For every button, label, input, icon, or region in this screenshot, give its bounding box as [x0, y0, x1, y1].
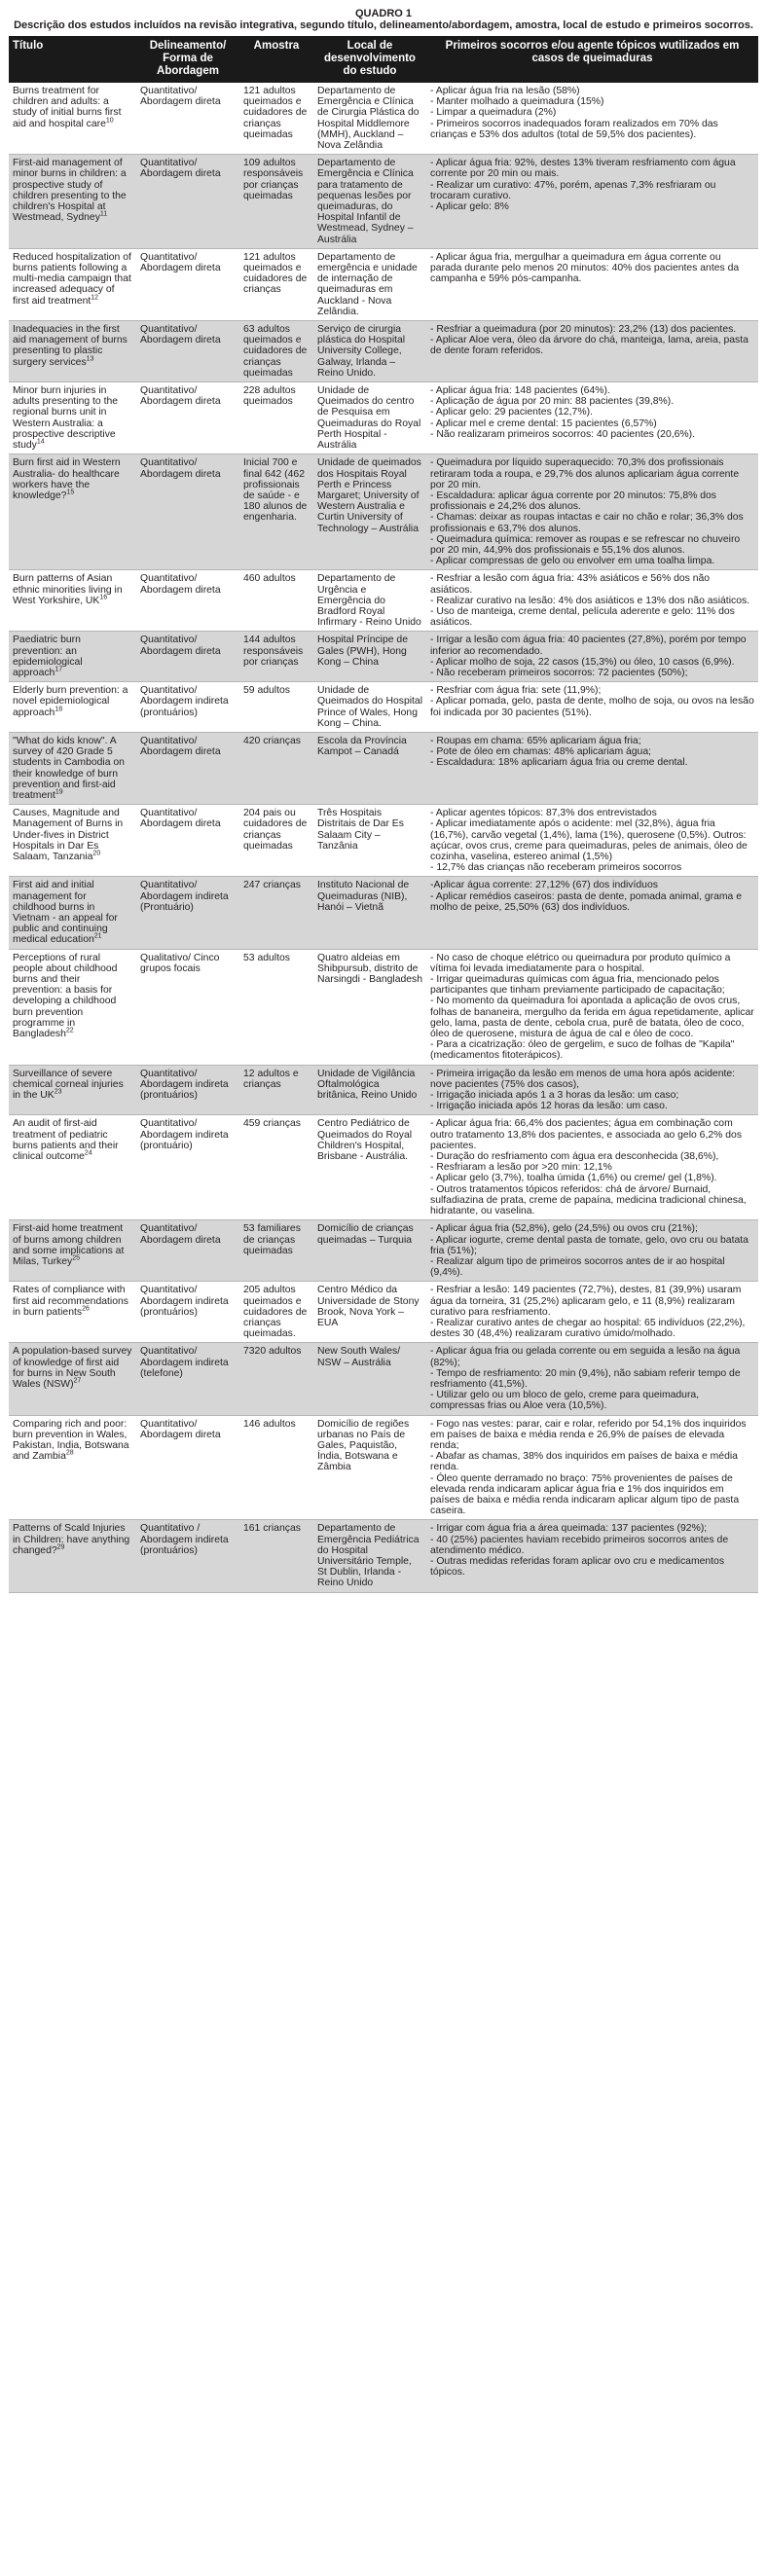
reference-number: 13 — [86, 355, 94, 363]
study-location: Unidade de Queimados do centro de Pesquisa em Queimaduras do Royal Perth Hospital - Austrália — [313, 382, 426, 454]
table-row — [9, 1065, 758, 1115]
study-sample: 59 adultos — [239, 682, 313, 733]
study-location: Domicílio de regiões urbanas no País de Gales, Paquistão, Índia, Botswana e Zâmbia — [313, 1415, 426, 1520]
study-title-text: Reduced hospitalization of burns patients following a multi-media campaign that increased adequacy of first aid treatment — [13, 251, 131, 307]
study-design: Quantitativo/ Abordagem indireta (Prontuário) — [136, 877, 239, 949]
study-title-text: Minor burn injuries in adults presenting to the regional burns unit in Western Australia: a prospective descriptive study — [13, 385, 119, 452]
study-design: Quantitativo/ Abordagem direta — [136, 321, 239, 382]
study-sample: 121 adultos queimados e cuidadores de crianças queimadas — [239, 83, 313, 155]
reference-number: 29 — [56, 1543, 65, 1551]
study-sample: 109 adultos responsáveis por crianças queimadas — [239, 155, 313, 249]
study-sample: 12 adultos e crianças — [239, 1065, 313, 1115]
finding-item: - Utilizar gelo ou um bloco de gelo, creme para queimadura, compressas frias ou Aloe vera (10,5%). — [430, 1390, 700, 1412]
study-title-text: Rates of compliance with first aid recommendations in burn patients — [13, 1285, 128, 1318]
finding-item: -Aplicar água corrente: 27,12% (67) dos indivíduos — [430, 880, 658, 891]
finding-item: - Não realizaram primeiros socorros: 40 pacientes (20,6%). — [430, 428, 695, 440]
study-location: Escola da Província Kampot – Canadá — [313, 732, 426, 804]
header-location: Local de desenvolvimento do estudo — [313, 36, 426, 83]
first-aid-findings — [426, 1220, 758, 1282]
study-sample: 144 adultos responsáveis por crianças — [239, 632, 313, 682]
study-title — [9, 1220, 136, 1282]
table-description: Descrição dos estudos incluídos na revisão integrativa, segundo título, delineamento/abordagem, amostra, local de estudo e primeiros socorros. — [14, 19, 753, 31]
finding-item: - Aplicar gelo: 8% — [430, 201, 509, 213]
study-title-text: "What do kids know". A survey of 420 Grade 5 students in Cambodia on their knowledge of burn prevention and first-aid treatment — [13, 735, 125, 801]
table-row — [9, 570, 758, 632]
study-title-text: Comparing rich and poor: burn prevention in Wales, Pakistan, India, Botswana and Zambia — [13, 1418, 129, 1463]
table-caption — [9, 8, 758, 31]
reference-number: 28 — [65, 1449, 74, 1457]
finding-item: - Aplicar água fria (52,8%), gelo (24,5%) ou ovos cru (21%); — [430, 1223, 698, 1235]
finding-item: - No momento da queimadura foi apontada a aplicação de ovos crus, folhas de bananeira, mergulho da ferida em água repetidamente, aplicar gelo, lama, pasta de dente, cebola crua, purê de batata, óleo de coco, óleo de querosene, mistura de água de cal e óleo de coco. — [430, 996, 754, 1040]
study-design: Qualitativo/ Cinco grupos focais — [136, 949, 239, 1065]
reference-number: 14 — [36, 438, 45, 446]
study-design: Quantitativo/ Abordagem direta — [136, 248, 239, 320]
finding-item: - Aplicar água fria ou gelada corrente ou em seguida a lesão na água (82%); — [430, 1346, 741, 1368]
study-design: Quantitativo/ Abordagem direta — [136, 732, 239, 804]
finding-item: - Outros tratamentos tópicos referidos: chá de árvore/ Burnaid, sulfadiazina de prata, creme de papaína, medicina tradicional chinesa, hidratante, ou vaselina. — [430, 1183, 747, 1217]
study-location: Domicílio de crianças queimadas – Turquia — [313, 1220, 426, 1282]
study-location: Unidade de queimados dos Hospitais Royal Perth e Princess Margaret; University of Western Australia e Curtin University of Technology – Austrália — [313, 454, 426, 570]
study-title — [9, 454, 136, 570]
study-design: Quantitativo/ Abordagem direta — [136, 382, 239, 454]
studies-table — [9, 36, 758, 1593]
study-title-text: Inadequacies in the first aid management of burns presenting to plastic surgery services — [13, 324, 128, 368]
table-row — [9, 732, 758, 804]
table-header — [9, 36, 758, 83]
finding-item: - Aplicar mel e creme dental: 15 pacientes (6,57%) — [430, 417, 657, 429]
finding-item: - Queimadura química: remover as roupas e se refrescar no chuveiro por 20 min, 44,9% dos profissionais e 55,1% dos alunos. — [430, 533, 741, 556]
study-location: Instituto Nacional de Queimaduras (NIB), Hanói – Vietnã — [313, 877, 426, 949]
finding-item: - Aplicar compressas de gelo ou envolver em uma toalha limpa. — [430, 556, 715, 567]
study-title-text: First aid and initial management for childhood burns in Vietnam - an appeal for public and continuing medical education — [13, 880, 118, 946]
finding-item: - Escaldadura: 18% aplicariam água fria ou creme dental. — [430, 757, 688, 769]
study-title — [9, 632, 136, 682]
reference-number: 19 — [55, 788, 63, 796]
table-row — [9, 949, 758, 1065]
study-design: Quantitativo/ Abordagem direta — [136, 454, 239, 570]
table-row — [9, 248, 758, 320]
table-row — [9, 321, 758, 382]
study-location: Centro Pediátrico de Queimados do Royal Children's Hospital, Brisbane - Austrália. — [313, 1115, 426, 1220]
study-title — [9, 248, 136, 320]
finding-item: - Realizar um curativo: 47%, porém, apenas 7,3% resfriaram ou trocaram curativo. — [430, 179, 716, 201]
finding-item: - Resfriar com água fria: sete (11,9%); — [430, 685, 602, 697]
study-location: Hospital Príncipe de Gales (PWH), Hong Kong – China — [313, 632, 426, 682]
reference-number: 23 — [54, 1088, 62, 1096]
first-aid-findings — [426, 949, 758, 1065]
study-location: Departamento de Emergência Pediátrica do Hospital Universitário Temple, St Dublin, Irlanda - Reino Unido — [313, 1520, 426, 1592]
study-title-text: First-aid management of minor burns in children: a prospective study of children presenting to the children's Hospital at Westmead, Sydney — [13, 158, 127, 224]
study-sample: 7320 adultos — [239, 1343, 313, 1415]
finding-item: - Uso de manteiga, creme dental, película aderente e gelo: 11% dos asiáticos. — [430, 605, 735, 629]
study-location: Três Hospitais Distritais de Dar Es Salaam City – Tanzânia — [313, 805, 426, 877]
finding-item: - Óleo quente derramado no braço: 75% provenientes de países de elevada renda indicaram aplicar água fria e 1% dos inquiridos em países de baixa e média renda indicaram aplicar algum tipo de pasta caseira. — [430, 1472, 740, 1517]
first-aid-findings — [426, 155, 758, 249]
table-row — [9, 632, 758, 682]
finding-item: - Realizar algum tipo de primeiros socorros antes de ir ao hospital (9,4%). — [430, 1255, 725, 1279]
first-aid-findings — [426, 1520, 758, 1592]
study-title-text: Elderly burn prevention: a novel epidemiological approach — [13, 685, 128, 718]
first-aid-findings — [426, 1065, 758, 1115]
study-location: Departamento de Urgência e Emergência do Bradford Royal Infirmary - Reino Unido — [313, 570, 426, 632]
reference-number: 12 — [91, 294, 99, 302]
finding-item: - Duração do resfriamento com água era desconhecida (38,6%), — [430, 1151, 719, 1163]
study-title-text: Paediatric burn prevention: an epidemiological approach — [13, 635, 83, 678]
finding-item: - Resfriar a queimadura (por 20 minutos): 23,2% (13) dos pacientes. — [430, 324, 737, 336]
table-row — [9, 454, 758, 570]
study-design: Quantitativo/ Abordagem direta — [136, 570, 239, 632]
finding-item: - Outras medidas referidas foram aplicar ovo cru e medicamentos tópicos. — [430, 1555, 725, 1578]
study-title-text: A population-based survey of knowledge of first aid for burns in New South Wales (NSW) — [13, 1346, 132, 1390]
study-design: Quantitativo/ Abordagem direta — [136, 155, 239, 249]
finding-item: - Aplicação de água por 20 min: 88 pacientes (39,8%). — [430, 396, 675, 408]
study-sample: 161 crianças — [239, 1520, 313, 1592]
study-sample: 63 adultos queimados e cuidadores de crianças queimadas — [239, 321, 313, 382]
first-aid-findings — [426, 321, 758, 382]
reference-number: 11 — [99, 210, 108, 218]
finding-item: - Pote de óleo em chamas: 48% aplicariam água; — [430, 746, 651, 758]
first-aid-findings — [426, 454, 758, 570]
table-row — [9, 1415, 758, 1520]
finding-item: - Realizar curativo antes de chegar ao hospital: 65 indivíduos (22,2%), destes 30 (48,4%) realizaram curativo úmido/molhado. — [430, 1317, 746, 1340]
finding-item: - Resfriar a lesão com água fria: 43% asiáticos e 56% dos não asiáticos. — [430, 573, 711, 596]
study-location: Centro Médico da Universidade de Stony Brook, Nova York – EUA — [313, 1282, 426, 1343]
reference-number: 20 — [92, 850, 101, 857]
header-first-aid: Primeiros socorros e/ou agente tópicos wutilizados em casos de queimaduras — [426, 36, 758, 83]
study-title-text: Perceptions of rural people about childhood burns and their prevention: a basis for developing a childhood burn prevention programme in Bangladesh — [13, 952, 118, 1040]
first-aid-findings — [426, 1282, 758, 1343]
first-aid-findings — [426, 805, 758, 877]
finding-item: - Resfriar a lesão: 149 pacientes (72,7%), destes, 81 (39,9%) usaram água da torneira, 31 (25,2%) aplicaram gelo, e 11 (8,9%) realizaram curativo para resfriamento. — [430, 1285, 742, 1318]
finding-item: - Aplicar água fria: 148 pacientes (64%). — [430, 385, 610, 397]
finding-item: - Aplicar água fria na lesão (58%) — [430, 86, 580, 96]
first-aid-findings — [426, 877, 758, 949]
table-row — [9, 1115, 758, 1220]
finding-item: - Para a cicatrização: óleo de gergelim, e suco de folhas de "Kapila" (medicamentos fitoterápicos). — [430, 1039, 735, 1062]
finding-item: - Aplicar água fria: 66,4% dos pacientes; água em combinação com outro tratamento 13,8% dos pacientes, e associada ao gelo 6,2% dos pacientes. — [430, 1118, 743, 1151]
first-aid-findings — [426, 570, 758, 632]
finding-item: - Chamas: deixar as roupas intactas e cair no chão e rolar; 36,3% dos profissionais e 63,7% dos alunos. — [430, 512, 744, 534]
study-design: Quantitativo/ Abordagem direta — [136, 632, 239, 682]
finding-item: - Aplicar gelo: 29 pacientes (12,7%). — [430, 407, 593, 418]
study-design: Quantitativo/ Abordagem indireta (prontuários) — [136, 682, 239, 733]
study-sample: 205 adultos queimados e cuidadores de crianças queimadas. — [239, 1282, 313, 1343]
table-row — [9, 805, 758, 877]
study-title — [9, 321, 136, 382]
study-title — [9, 382, 136, 454]
study-title — [9, 1415, 136, 1520]
finding-item: - Aplicar agentes tópicos: 87,3% dos entrevistados — [430, 808, 657, 819]
study-location: Departamento de emergência e unidade de internação de queimaduras em Auckland - Nova Zelândia. — [313, 248, 426, 320]
study-title — [9, 1282, 136, 1343]
finding-item: - Irrigação iniciada após 12 horas da lesão: um caso. — [430, 1101, 668, 1112]
study-sample: 204 pais ou cuidadores de crianças queimadas — [239, 805, 313, 877]
finding-item: - Escaldadura: aplicar água corrente por 20 minutos: 75,8% dos profissionais e 24,2% dos alunos. — [430, 490, 716, 513]
study-title — [9, 1343, 136, 1415]
study-title — [9, 949, 136, 1065]
reference-number: 15 — [66, 489, 75, 496]
reference-number: 27 — [73, 1377, 82, 1385]
study-title — [9, 682, 136, 733]
table-row — [9, 1220, 758, 1282]
finding-item: - Aplicar Aloe vera, óleo da árvore do chá, manteiga, lama, areia, pasta de dente foram referidos. — [430, 335, 749, 357]
finding-item: - Aplicar iogurte, creme dental pasta de tomate, gelo, ovo cru ou batata fria (51%); — [430, 1234, 749, 1256]
study-sample: 53 familiares de crianças queimadas — [239, 1220, 313, 1282]
study-title — [9, 732, 136, 804]
finding-item: - Limpar a queimadura (2%) — [430, 107, 557, 119]
study-title-text: An audit of first-aid treatment of pediatric burns patients and their clinical outcome — [13, 1118, 119, 1163]
study-title — [9, 805, 136, 877]
reference-number: 21 — [93, 932, 102, 940]
finding-item: - Aplicar gelo (3,7%), toalha úmida (1,6%) ou creme/ gel (1,8%). — [430, 1173, 717, 1184]
study-title-text: Burn patterns of Asian ethnic minorities living in West Yorkshire, UK — [13, 573, 123, 606]
first-aid-findings — [426, 1343, 758, 1415]
table-row — [9, 1282, 758, 1343]
study-design: Quantitativo/ Abordagem indireta (prontuário) — [136, 1115, 239, 1220]
study-title — [9, 155, 136, 249]
study-title — [9, 83, 136, 155]
study-sample: 146 adultos — [239, 1415, 313, 1520]
finding-item: - Queimadura por líquido superaquecido: 70,3% dos profissionais retiraram toda a roupa, e 29,7% dos alunos aplicariam água corrente por 20 min. — [430, 457, 740, 490]
study-design: Quantitativo/ Abordagem direta — [136, 83, 239, 155]
finding-item: - Aplicar imediatamente após o acidente: mel (32,8%), água fria (16,7%), carvão vegetal (1,4%), lama (1%), querosene (0,5%). Outros: açúcar, ovos crus, creme para queimaduras, peles de animais, óleo de cozinha, vaselina, estereo animal (1,5%) — [430, 818, 748, 862]
finding-item: - Aplicar água fria: 92%, destes 13% tiveram resfriamento com água corrente por 20 min ou mais. — [430, 158, 736, 180]
finding-item: - Primeira irrigação da lesão em menos de uma hora após acidente: nove pacientes (75% dos casos), — [430, 1068, 736, 1090]
finding-item: - Manter molhado a queimadura (15%) — [430, 96, 604, 108]
study-design: Quantitativo/ Abordagem direta — [136, 1220, 239, 1282]
finding-item: - Irrigar queimaduras químicas com água fria, mencionado pelos participantes que tinham previamente participado de capacitação; — [430, 974, 725, 997]
study-sample: 459 crianças — [239, 1115, 313, 1220]
study-sample: Inicial 700 e final 642 (462 profissionais de saúde - e 180 alunos de engenharia. — [239, 454, 313, 570]
study-sample: 53 adultos — [239, 949, 313, 1065]
table-label: QUADRO 1 — [354, 8, 413, 19]
study-title-text: Surveillance of severe chemical corneal injuries in the UK — [13, 1068, 124, 1102]
study-location: Departamento de Emergência e Clínica de Cirurgia Plástica do Hospital Middlemore (MMH), Auckland – Nova Zelândia — [313, 83, 426, 155]
finding-item: - Aplicar molho de soja, 22 casos (15,3%) ou óleo, 10 casos (6,9%). — [430, 656, 735, 668]
finding-item: - Realizar curativo na lesão: 4% dos asiáticos e 13% dos não asiáticos. — [430, 595, 750, 606]
reference-number: 26 — [82, 1305, 90, 1313]
finding-item: - Aplicar pomada, gelo, pasta de dente, molho de soja, ou ovos na lesão foi indicada por 30 pacientes (51%). — [430, 696, 754, 718]
table-row — [9, 83, 758, 155]
first-aid-findings — [426, 382, 758, 454]
reference-number: 16 — [99, 594, 108, 601]
first-aid-findings — [426, 732, 758, 804]
study-title — [9, 877, 136, 949]
finding-item: - Irrigação iniciada após 1 a 3 horas da lesão: um caso; — [430, 1090, 679, 1102]
header-sample: Amostra — [239, 36, 313, 83]
finding-item: - 12,7% das crianças não receberam primeiros socorros — [430, 862, 682, 874]
table-row — [9, 382, 758, 454]
study-location: Departamento de Emergência e Clínica para tratamento de pequenas lesões por queimaduras, do Hospital Infantil de Westmead, Sydney – Austrália — [313, 155, 426, 249]
study-title-text: Burn first aid in Western Australia- do healthcare workers have the knowledge? — [13, 457, 121, 501]
table-row — [9, 877, 758, 949]
study-title — [9, 1115, 136, 1220]
study-title-text: Burns treatment for children and adults: a study of initial burns first aid and hospital care — [13, 86, 122, 129]
finding-item: - Primeiros socorros inadequados foram realizados em 70% das crianças e 53% dos adultos (total de 59,5% dos pacientes). — [430, 118, 718, 140]
study-design: Quantitativo/ Abordagem indireta (prontuários) — [136, 1282, 239, 1343]
reference-number: 18 — [55, 706, 63, 713]
study-sample: 121 adultos queimados e cuidadores de crianças — [239, 248, 313, 320]
first-aid-findings — [426, 83, 758, 155]
study-design: Quantitativo/ Abordagem direta — [136, 805, 239, 877]
finding-item: - Fogo nas vestes: parar, cair e rolar, referido por 54,1% dos inquiridos em países de baixa e média renda e 26,9% de países de elevada renda; — [430, 1418, 747, 1451]
study-title-text: First-aid home treatment of burns among children and some implications at Milas, Turkey — [13, 1223, 125, 1267]
study-location: Quatro aldeias em Shibpursub, distrito de Narsingdi - Bangladesh — [313, 949, 426, 1065]
finding-item: - Irrigar com água fria a área queimada: 137 pacientes (92%); — [430, 1523, 708, 1535]
first-aid-findings — [426, 1115, 758, 1220]
study-location: Serviço de cirurgia plástica do Hospital University College, Galway, Irlanda – Reino Unido. — [313, 321, 426, 382]
finding-item: - Tempo de resfriamento: 20 min (9,4%), não sabiam referir tempo de resfriamento (41,5%). — [430, 1367, 741, 1390]
study-title-text: Patterns of Scald Injuries in Children: have anything changed? — [13, 1523, 130, 1556]
reference-number: 22 — [65, 1027, 74, 1034]
finding-item: - Abafar as chamas, 38% dos inquiridos em países de baixa e média renda. — [430, 1451, 738, 1473]
finding-item: - Aplicar água fria, mergulhar a queimadura em água corrente ou parada durante pelo menos 20 minutos: 40% dos pacientes antes da campanha e 59% pós-campanha. — [430, 251, 740, 285]
header-title: Título — [9, 36, 136, 83]
reference-number: 17 — [55, 666, 63, 673]
finding-item: - Resfriaram a lesão por >20 min: 12,1% — [430, 1162, 612, 1174]
finding-item: - Não receberam primeiros socorros: 72 pacientes (50%); — [430, 667, 688, 678]
study-design: Quantitativo/ Abordagem indireta (telefone) — [136, 1343, 239, 1415]
first-aid-findings — [426, 1415, 758, 1520]
study-design: Quantitativo/ Abordagem direta — [136, 1415, 239, 1520]
header-design: Delineamento/ Forma de Abordagem — [136, 36, 239, 83]
study-title — [9, 1065, 136, 1115]
study-title-text: Causes, Magnitude and Management of Burns in Under-fives in District Hospitals in Dar Es Salaam, Tanzania — [13, 808, 124, 862]
study-title — [9, 1520, 136, 1592]
study-sample: 460 adultos — [239, 570, 313, 632]
table-row — [9, 1343, 758, 1415]
finding-item: - No caso de choque elétrico ou queimadura por produto químico a vítima foi levada imediatamente para o hospital. — [430, 952, 731, 974]
study-sample: 247 crianças — [239, 877, 313, 949]
study-sample: 228 adultos queimados — [239, 382, 313, 454]
first-aid-findings — [426, 682, 758, 733]
first-aid-findings — [426, 248, 758, 320]
finding-item: - Irrigar a lesão com água fria: 40 pacientes (27,8%), porém por tempo inferior ao recomendado. — [430, 635, 747, 657]
study-sample: 420 crianças — [239, 732, 313, 804]
finding-item: - Roupas em chama: 65% aplicariam água fria; — [430, 735, 641, 746]
table-row — [9, 1520, 758, 1592]
study-design: Quantitativo / Abordagem indireta (prontuários) — [136, 1520, 239, 1592]
first-aid-findings — [426, 632, 758, 682]
table-row — [9, 682, 758, 733]
study-location: Unidade de Vigilância Oftalmológica britânica, Reino Unido — [313, 1065, 426, 1115]
study-title — [9, 570, 136, 632]
study-location: Unidade de Queimados do Hospital Prince of Wales, Hong Kong – China. — [313, 682, 426, 733]
study-location: New South Wales/ NSW – Austrália — [313, 1343, 426, 1415]
reference-number: 24 — [84, 1149, 92, 1157]
table-body — [9, 83, 758, 1592]
finding-item: - 40 (25%) pacientes haviam recebido primeiros socorros antes de atendimento médico. — [430, 1534, 729, 1556]
reference-number: 10 — [105, 117, 114, 125]
reference-number: 25 — [72, 1254, 80, 1262]
table-row — [9, 155, 758, 249]
study-design: Quantitativo/ Abordagem indireta (prontuários) — [136, 1065, 239, 1115]
finding-item: - Aplicar remédios caseiros: pasta de dente, pomada animal, grama e molho de peixe, 25,50% (63) dos indivíduos. — [430, 890, 742, 913]
